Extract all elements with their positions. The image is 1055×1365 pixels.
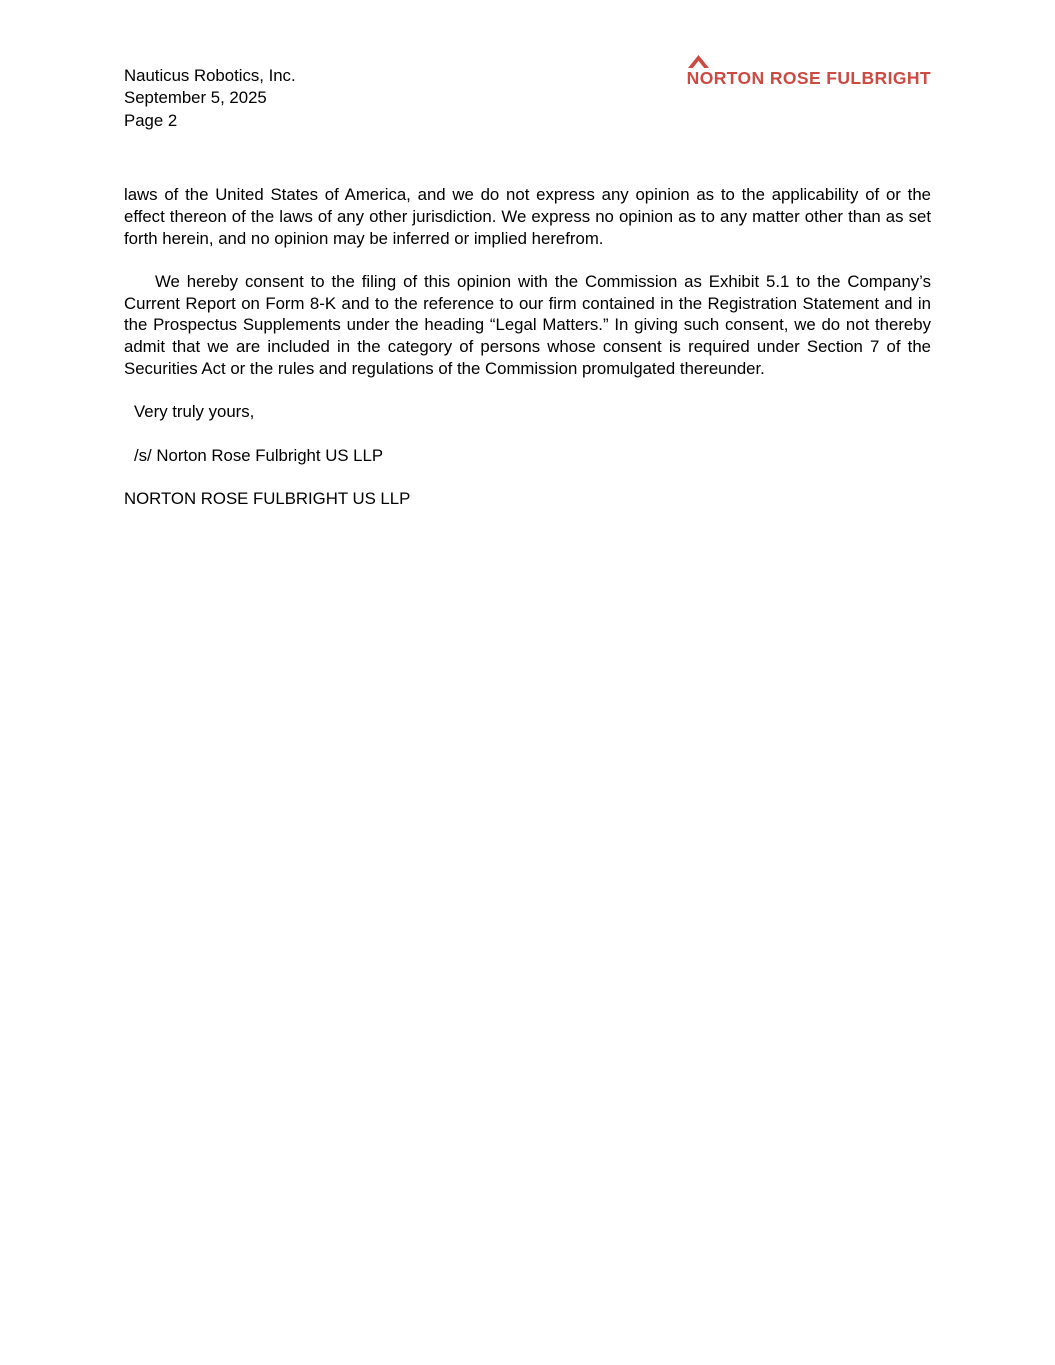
body-paragraph-2: We hereby consent to the filing of this opinion with the Commission as Exhibit 5.1 to the Company’s Current Report on Form 8-K and to the reference to our firm contained in the Registration Statement and in the Prospectus Supplements under the heading “Legal Matters.” In giving such consent, we do not thereby admit that we are included in the category of persons whose consent is required under Section 7 of the Securities Act or the rules and regulations of the Commission promulgated thereunder. — [124, 272, 931, 378]
letter-header — [124, 65, 931, 132]
caret-up-icon — [688, 55, 709, 68]
firm-name: NORTON ROSE FULBRIGHT US LLP — [124, 489, 411, 508]
recipient-block — [124, 65, 296, 132]
letter-body — [124, 184, 931, 509]
closing-salutation: Very truly yours, — [134, 402, 255, 422]
recipient-company: Nauticus Robotics, Inc. — [124, 66, 296, 85]
page-number: Page 2 — [124, 110, 178, 130]
conformed-signature: /s/ Norton Rose Fulbright US LLP — [134, 445, 384, 465]
logo-wordmark: NORTON ROSE FULBRIGHT — [686, 68, 931, 88]
body-paragraph-1: laws of the United States of America, and we do not express any opinion as to the applicability of or the effect thereon of the laws of any other jurisdiction. We express no opinion as to any matter other than as set forth herein, and no opinion may be inferred or implied herefrom. — [124, 185, 931, 248]
letter-date: September 5, 2025 — [124, 88, 267, 108]
norton-rose-fulbright-logo — [687, 67, 931, 89]
